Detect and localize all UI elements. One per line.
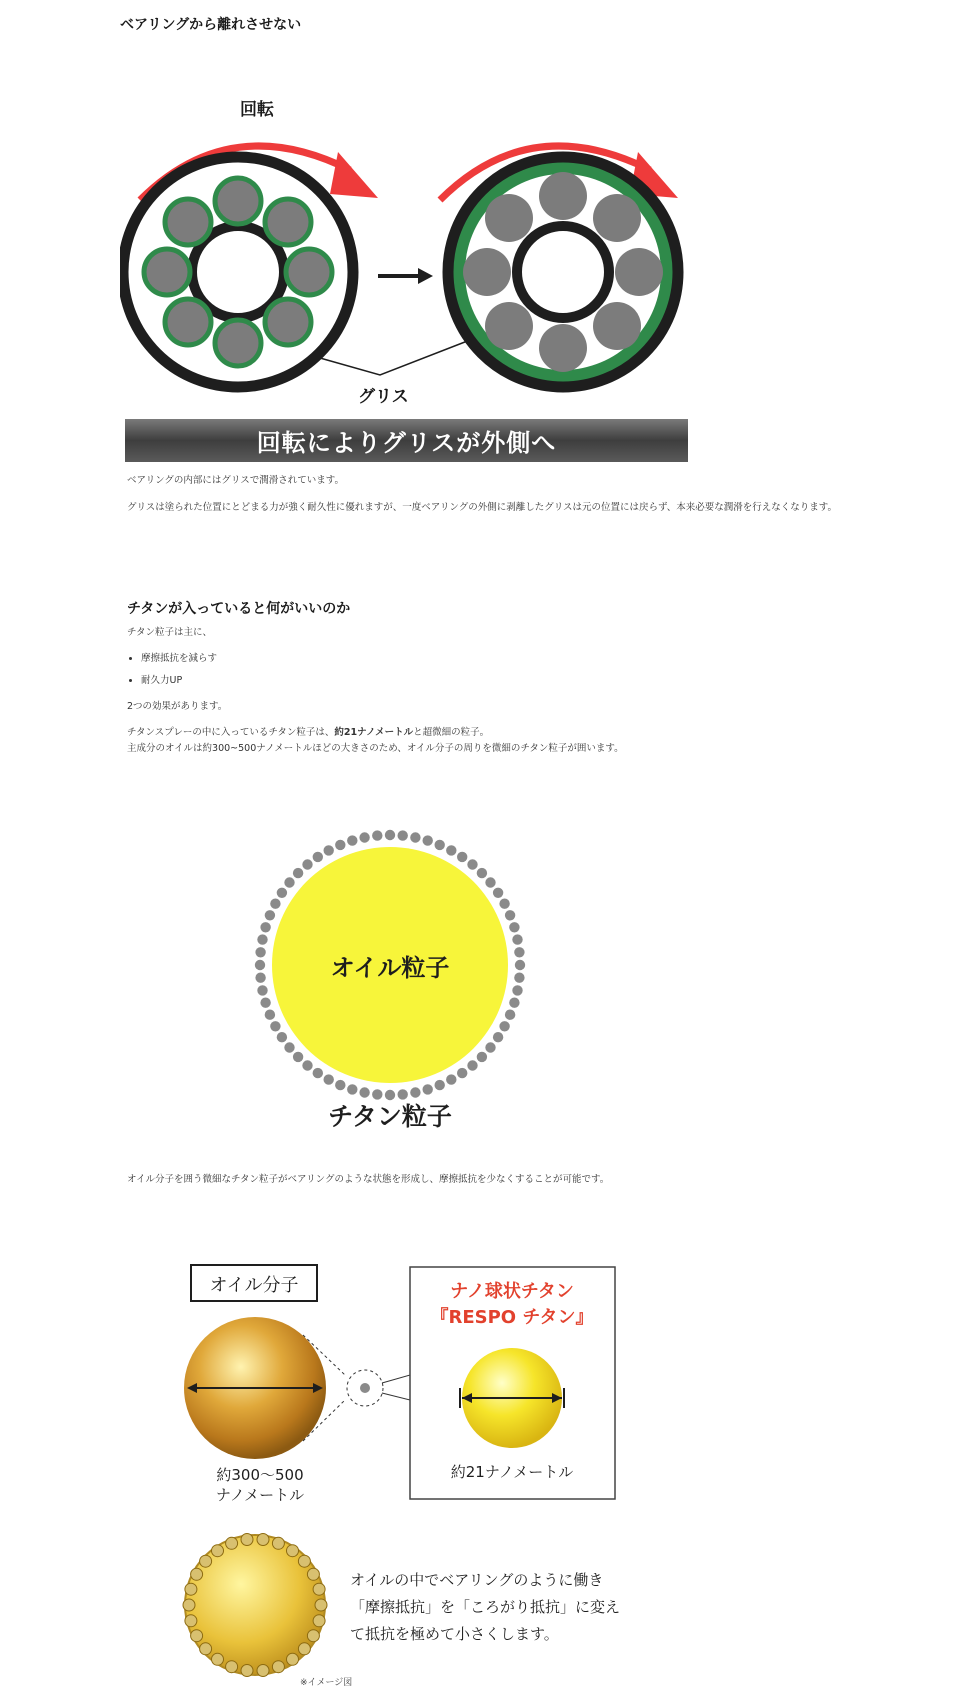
oil-size-line-2: ナノメートル <box>215 1486 305 1504</box>
ring-particle <box>260 922 270 932</box>
ring-particle <box>457 852 467 862</box>
transition-arrowhead <box>418 268 433 284</box>
ring-particle <box>293 868 303 878</box>
ring-particle <box>293 1052 303 1062</box>
ring-particle <box>446 845 456 855</box>
ring-particle <box>226 1661 238 1673</box>
titanium-paragraph-2: 主成分のオイルは約300~500ナノメートルほどの大きさのため、オイル分子の周りを微細のチタン粒子が囲います。 <box>127 743 624 754</box>
ring-particle <box>313 1068 323 1078</box>
ring-particle <box>260 998 270 1008</box>
ring-particle <box>347 1084 357 1094</box>
description-line-3: て抵抗を極めて小さくします。 <box>350 1625 559 1643</box>
ring-particle <box>212 1653 224 1665</box>
ring-particle <box>257 1534 269 1546</box>
effect-item: • 耐久力UP <box>141 673 217 689</box>
ring-particle <box>315 1599 327 1611</box>
ring-particle <box>272 1661 284 1673</box>
grease-label: グリス <box>358 387 409 407</box>
bearing-paragraph-1: ベアリングの内部にはグリスで潤滑されています。 <box>127 475 344 486</box>
ring-particle <box>435 840 445 850</box>
ring-particle <box>372 830 382 840</box>
ring-particle <box>272 1537 284 1549</box>
ring-particle <box>385 1090 395 1100</box>
ring-particle <box>423 835 433 845</box>
ring-particle <box>265 1010 275 1020</box>
effects-count: 2つの効果があります。 <box>127 701 228 712</box>
nano-titanium-title-2: 『RESPO チタン』 <box>430 1307 594 1328</box>
ring-particle <box>313 852 323 862</box>
ring-particle <box>509 998 519 1008</box>
ring-particle <box>270 1021 280 1031</box>
titanium-p1-pre: チタンスプレーの中に入っているチタン粒子は、 <box>127 727 335 738</box>
ring-particle <box>257 934 267 944</box>
nano-titanium-title-1: ナノ球状チタン <box>450 1281 574 1302</box>
ring-particle <box>298 1555 310 1567</box>
titanium-particle-label: チタン粒子 <box>328 1102 452 1131</box>
ring-particle <box>457 1068 467 1078</box>
ring-particle <box>335 840 345 850</box>
section-heading-titanium: チタンが入っていると何がいいのか <box>127 601 351 617</box>
image-note: ※イメージ図 <box>300 1678 353 1688</box>
ring-particle <box>499 1021 509 1031</box>
bearing-before <box>123 157 353 387</box>
ring-particle <box>446 1074 456 1084</box>
ring-particle <box>485 877 495 887</box>
banner-grease-outward: 回転によりグリスが外側へ <box>125 419 688 462</box>
ring-particle <box>509 922 519 932</box>
ring-particle <box>512 985 522 995</box>
ring-particle <box>410 832 420 842</box>
ring-particle <box>183 1599 195 1611</box>
ring-particle <box>505 1010 515 1020</box>
ring-particle <box>257 1665 269 1677</box>
oil-diagram-caption: オイル分子を囲う微細なチタン粒子がベアリングのような状態を形成し、摩擦抵抗を少なくすることが可能です。 <box>127 1174 610 1185</box>
titanium-dot <box>360 1383 370 1393</box>
bearing-diagram <box>120 90 700 420</box>
ring-particle <box>185 1615 197 1627</box>
ring-particle <box>284 877 294 887</box>
ring-particle <box>347 835 357 845</box>
titanium-paragraph-1 <box>127 725 887 741</box>
ring-particle <box>277 1032 287 1042</box>
rotation-label: 回転 <box>240 100 274 120</box>
ring-particle <box>212 1545 224 1557</box>
bearing-paragraph-2: グリスは塗られた位置にとどまる力が強く耐久性に優れますが、一度ベアリングの外側に剥離したグリスは元の位置には戻らず、本来必要な潤滑を行えなくなります。 <box>127 502 838 513</box>
description-line-1: オイルの中でベアリングのように働き <box>350 1571 604 1589</box>
ring-particle <box>241 1534 253 1546</box>
titanium-intro: チタン粒子は主に、 <box>127 627 213 638</box>
ring-particle <box>287 1653 299 1665</box>
ring-particle <box>477 868 487 878</box>
ring-particle <box>493 1032 503 1042</box>
ring-particle <box>302 1060 312 1070</box>
ring-particle <box>499 899 509 909</box>
ring-particle <box>191 1630 203 1642</box>
ring-particle <box>185 1583 197 1595</box>
rotation-arrowhead-left <box>330 152 378 198</box>
ring-particle <box>467 859 477 869</box>
ring-particle <box>359 832 369 842</box>
ring-particle <box>265 910 275 920</box>
ring-particle <box>423 1084 433 1094</box>
ring-particle <box>302 859 312 869</box>
ring-particle <box>477 1052 487 1062</box>
ring-particle <box>313 1615 325 1627</box>
ring-particle <box>298 1643 310 1655</box>
ring-particle <box>313 1583 325 1595</box>
ring-particle <box>467 1060 477 1070</box>
ring-particle <box>385 830 395 840</box>
ring-particle <box>324 1074 334 1084</box>
oil-particle-label: オイル粒子 <box>330 954 450 982</box>
titanium-size-label: 約21ナノメートル <box>450 1463 574 1481</box>
ring-particle <box>493 888 503 898</box>
ring-particle <box>307 1568 319 1580</box>
ring-particle <box>191 1568 203 1580</box>
ring-particle <box>226 1537 238 1549</box>
ring-particle <box>505 910 515 920</box>
ring-particle <box>435 1080 445 1090</box>
ring-particle <box>287 1545 299 1557</box>
ring-particle <box>284 1042 294 1052</box>
ring-particle <box>515 960 525 970</box>
description-line-2: 「摩擦抵抗」を「ころがり抵抗」に変え <box>350 1598 621 1616</box>
effects-list <box>127 651 217 695</box>
grease-pointer-lines <box>320 340 470 375</box>
ring-particle <box>255 947 265 957</box>
oil-size-line-1: 約300〜500 <box>216 1466 304 1484</box>
ring-particle <box>255 960 265 970</box>
ring-particle <box>307 1630 319 1642</box>
ring-particle <box>359 1087 369 1097</box>
ring-particle <box>514 947 524 957</box>
ring-particle <box>200 1643 212 1655</box>
ring-particle <box>398 830 408 840</box>
titanium-p1-post: と超微細の粒子。 <box>413 727 490 738</box>
ring-particle <box>257 985 267 995</box>
effect-item: • 摩擦抵抗を減らす <box>141 651 217 667</box>
ring-particle <box>485 1042 495 1052</box>
ring-particle <box>200 1555 212 1567</box>
ring-particle <box>335 1080 345 1090</box>
ring-particle <box>255 973 265 983</box>
ring-particle <box>398 1089 408 1099</box>
oil-molecule-label: オイル分子 <box>209 1275 299 1296</box>
ring-particle <box>277 888 287 898</box>
nano-titanium-diagram <box>175 1255 835 1695</box>
bearing-after <box>448 157 678 387</box>
oil-particle-diagram <box>240 820 540 1140</box>
titanium-size-emphasis: 約21ナノメートル <box>334 727 414 738</box>
ring-particle <box>410 1087 420 1097</box>
ring-particle <box>241 1665 253 1677</box>
ring-particle <box>372 1089 382 1099</box>
ring-particle <box>512 934 522 944</box>
section-heading-bearing: ベアリングから離れさせない <box>120 17 302 33</box>
ring-particle <box>324 845 334 855</box>
ring-particle <box>514 973 524 983</box>
ring-particle <box>270 899 280 909</box>
